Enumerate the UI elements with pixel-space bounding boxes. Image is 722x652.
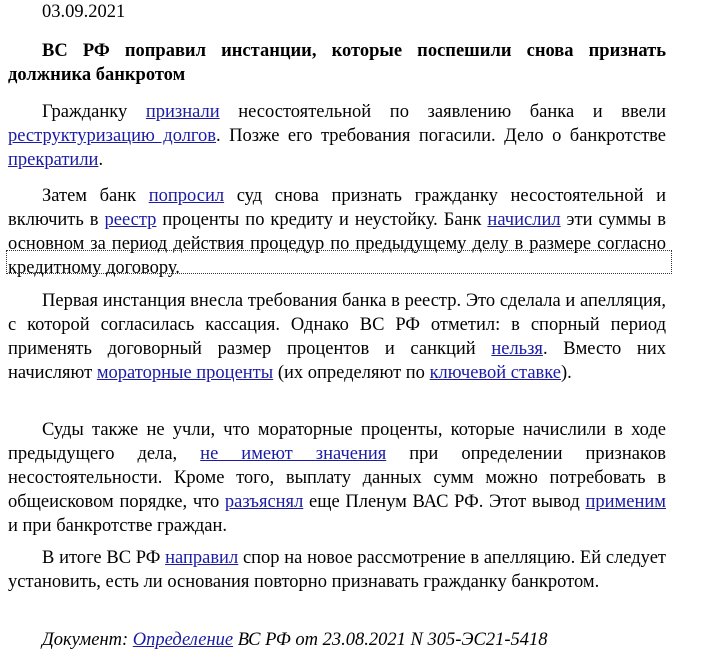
inline-link[interactable]: разъяснял — [224, 492, 304, 512]
paragraph-text: (их определяют по — [273, 363, 430, 383]
paragraph-1 — [8, 100, 666, 172]
paragraph-text: эти суммы в основном за период действия процедур по предыдущему делу в размере согласно кредитному договору. — [8, 210, 666, 278]
paragraph-text: и при банкротстве граждан. — [8, 516, 228, 536]
inline-link[interactable]: попросил — [148, 186, 225, 206]
paragraph-4 — [8, 418, 666, 538]
paragraph-text: спор на новое рассмотрение в апелляцию. Ей следует установить, есть ли основания повторно признавать гражданку банкротом. — [8, 548, 666, 592]
paragraph-text: проценты по кредиту и неустойку. Банк — [156, 210, 488, 230]
paragraph-text: несостоятельной по заявлению банка и ввели — [219, 102, 666, 122]
paragraph-text: Суды также не учли, что мораторные проценты, которые начислили в ходе предыдущего дела, — [8, 420, 666, 464]
paragraph-5 — [8, 546, 666, 594]
inline-link[interactable]: мораторные проценты — [96, 363, 274, 383]
paragraph-text: суд снова признать гражданку несостоятельной и включить в — [8, 186, 666, 230]
paragraph-text: . — [98, 150, 104, 170]
paragraph-text: ). — [561, 363, 572, 383]
paragraph-text: еще Пленум ВАС РФ. Этот вывод — [303, 492, 586, 512]
source-document — [42, 628, 548, 652]
inline-link[interactable]: не имеют значения — [200, 444, 387, 464]
inline-link[interactable]: направил — [165, 548, 239, 568]
source-link[interactable]: Определение — [132, 630, 234, 650]
inline-link[interactable]: применим — [585, 492, 666, 512]
paragraph-2 — [8, 184, 666, 280]
source-suffix: ВС РФ от 23.08.2021 N 305-ЭС21-5418 — [233, 630, 548, 650]
paragraph-text: Первая инстанция внесла требования банка в реестр. Это сделала и апелляция, с которой согласилась кассация. Однако ВС РФ отметил: в спорный период применять договорный размер процентов и санкций — [8, 291, 666, 359]
publication-date: 03.09.2021 — [42, 2, 126, 22]
inline-link[interactable]: ключевой ставке — [429, 363, 562, 383]
paragraph-text: при определении признаков несостоятельности. Кроме того, выплату данных сумм можно потребовать в общеисковом порядке, что — [8, 444, 666, 512]
inline-link[interactable]: нельзя — [491, 339, 543, 359]
source-prefix: Документ: — [42, 630, 133, 650]
inline-link[interactable]: реструктуризацию долгов — [8, 126, 217, 146]
paragraph-3 — [8, 289, 666, 385]
paragraph-text: . Вместо них начисляют — [8, 339, 666, 383]
paragraph-text: Гражданку — [42, 102, 146, 122]
inline-link[interactable]: начислил — [487, 210, 561, 230]
inline-link[interactable]: реестр — [104, 210, 157, 230]
paragraph-text: В итоге ВС РФ — [42, 548, 166, 568]
article-title: ВС РФ поправил инстанции, которые поспешили снова признать должника банкротом — [8, 41, 666, 85]
inline-link[interactable]: признали — [145, 102, 220, 122]
paragraph-text: Затем банк — [42, 186, 149, 206]
paragraph-text: . Позже его требования погасили. Дело о банкротстве — [216, 126, 667, 146]
inline-link[interactable]: прекратили — [8, 150, 99, 170]
